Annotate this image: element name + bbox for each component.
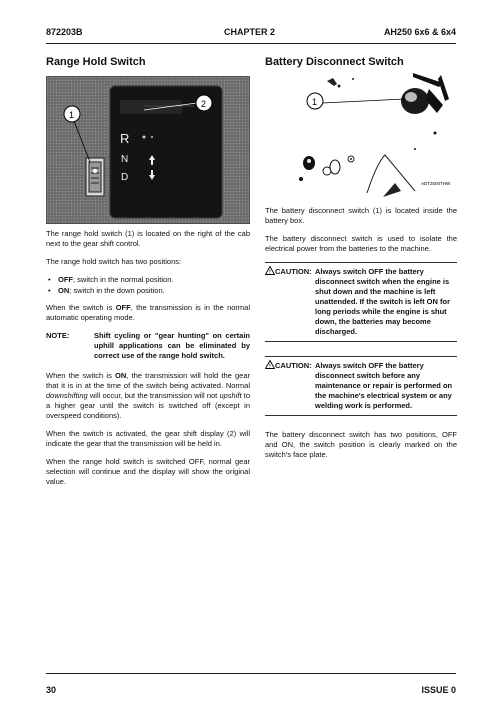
battery-disconnect-title: Battery Disconnect Switch [265,56,404,68]
paragraph: When the switch is OFF, the transmission is in the normal automatic operating mode. [46,303,251,322]
document-number: 872203B [46,27,83,37]
footer-rule [46,673,456,674]
note-block [46,331,250,361]
range-hold-switch-figure [46,76,250,224]
list-item: • ON; switch in the down position. [58,286,250,296]
svg-text:!: ! [269,363,271,369]
paragraph: The battery disconnect switch (1) is located inside the battery box. [265,206,457,225]
gear-r-label: R [120,131,130,146]
battery-disconnect-figure [265,71,457,197]
caution-text: Always switch OFF the battery disconnect switch before any maintenance or repair is performed on the machine's electrical system or any welding work is performed. [315,361,453,410]
paragraph: The range hold switch has two positions: [46,257,182,266]
warning-icon [265,360,275,369]
right-column-text [265,206,457,468]
caution-block [265,356,457,416]
paragraph: The battery disconnect switch has two positions, OFF and ON, the switch position is clearly marked on the switch's face plate. [265,430,457,459]
note-label: NOTE: [46,331,70,340]
header-rule [46,43,456,44]
caution-block [265,262,457,342]
gear-d-label: D [121,172,129,183]
paragraph: The battery disconnect switch is used to isolate the electrical power from the batteries to the machine. [265,234,457,253]
warning-icon [265,266,275,275]
callout-2: 2 [201,99,207,109]
caution-label: CAUTION: [275,267,312,276]
gear-n-label: N [121,154,129,165]
paragraph: The range hold switch (1) is located on the right of the cab next to the gear shift control. [46,229,250,248]
callout-1: 1 [69,110,75,120]
switch-symbol-icon [93,169,97,173]
paragraph: When the range hold switch is switched OFF, normal gear selection will continue and the display will show the original value. [46,457,250,486]
svg-text:!: ! [269,269,271,275]
range-hold-title: Range Hold Switch [46,56,146,68]
page-number: 30 [46,685,57,695]
paragraph: When the switch is ON, the transmission will hold the gear that it is in at the time of the switch being activated. Normal downshifting will occur, but the transmission will not upshift to a higher gear until the switch is switched off (except in overspeed conditions). [46,371,251,420]
callout-1: 1 [312,97,318,107]
note-text: Shift cycling or "gear hunting" on certain uphill applications can be eliminated by correct use of the range hold switch. [94,331,250,360]
model-name: AH250 6x6 & 6x4 [383,27,456,37]
list-item: • OFF; switch in the normal position. [58,275,250,285]
image-code: ADT2500THW [421,181,451,186]
paragraph: When the switch is activated, the gear shift display (2) will indicate the gear that the transmission will be held in. [46,429,250,448]
issue-label: ISSUE 0 [421,685,456,695]
switch-positions-list [46,275,250,296]
left-column-text [46,229,250,495]
chapter-title: CHAPTER 2 [224,27,276,37]
caution-label: CAUTION: [275,361,312,370]
caution-text: Always switch OFF the battery disconnect switch when the engine is shut down and the machine is left unattended. If the switch is left ON for long periods while the engine is shut down, the batteries may become discharged. [315,267,451,336]
